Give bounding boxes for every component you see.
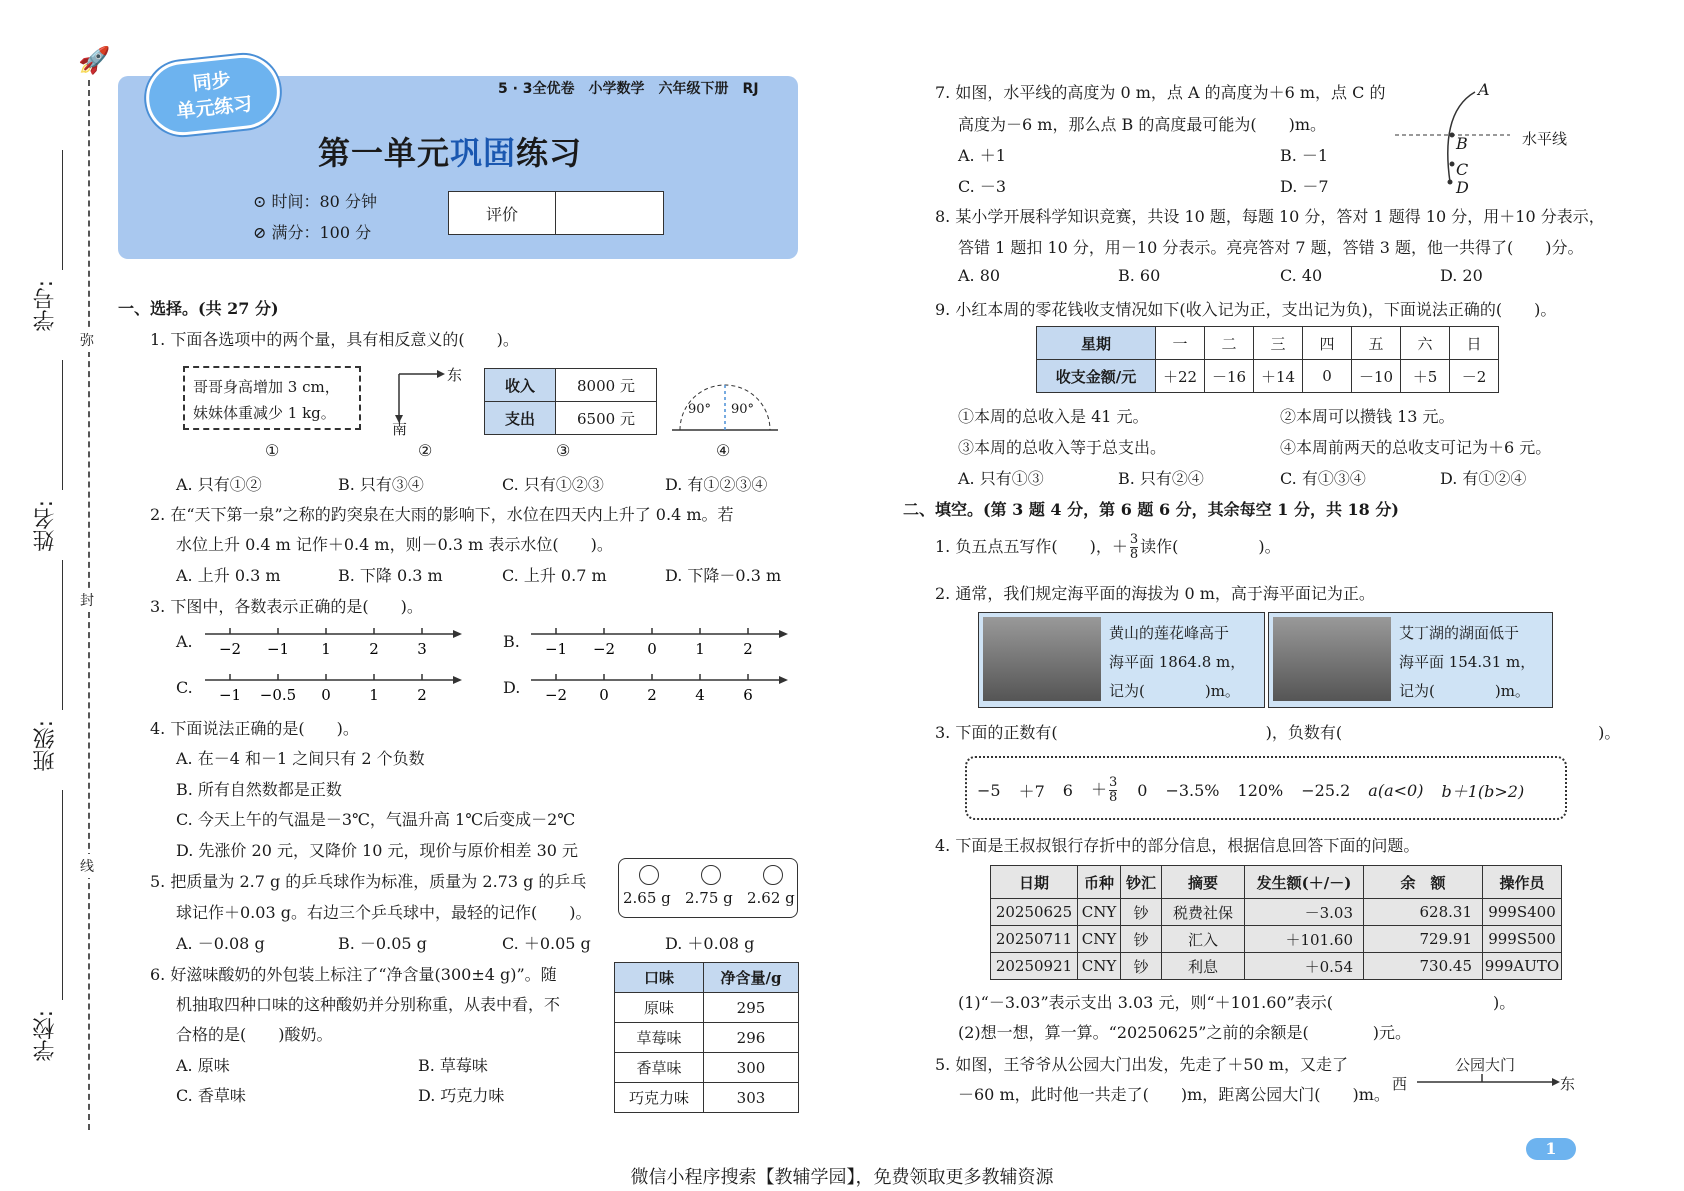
seal-text: 弥 bbox=[80, 328, 94, 352]
score-info: ⊘ 满分：100 分 bbox=[253, 223, 372, 242]
q9-option-c[interactable]: C. 有①③④ bbox=[1280, 469, 1366, 488]
school-label: 学校: bbox=[33, 1010, 58, 1062]
question-7-line2: 高度为－6 m，那么点 B 的高度最可能为( )m。 bbox=[958, 115, 1327, 134]
rocket-icon: 🚀 bbox=[78, 46, 111, 76]
q1-income-table: 收入 8000 元 支出 6500 元 bbox=[484, 368, 657, 435]
q3-option-a[interactable]: A. bbox=[176, 632, 193, 651]
footer-promo: 微信小程序搜索【教辅学园】，免费领取更多教辅资源 bbox=[630, 1167, 1054, 1188]
student-id-label: 学号: bbox=[33, 280, 58, 332]
q5-option-b[interactable]: B. －0.05 g bbox=[338, 934, 427, 953]
question-6-line1: 6. 好滋味酸奶的外包装上标注了“净含量(300±4 g)”。随 bbox=[150, 965, 557, 984]
name-label: 姓名: bbox=[33, 500, 58, 552]
q7-option-c[interactable]: C. －3 bbox=[958, 177, 1007, 196]
q9-statement-2: ②本周可以攒钱 13 元。 bbox=[1280, 407, 1455, 426]
arrow-icon bbox=[779, 630, 788, 638]
q3-option-d[interactable]: D. bbox=[503, 678, 521, 697]
caption-3: ③ bbox=[556, 441, 571, 460]
tick-label: 4 bbox=[695, 686, 705, 704]
west-label: 西 bbox=[1392, 1075, 1408, 1093]
q5-option-c[interactable]: C. ＋0.05 g bbox=[502, 934, 591, 953]
arrow-icon bbox=[779, 676, 788, 684]
arrow-icon bbox=[453, 630, 462, 638]
q8-option-a[interactable]: A. 80 bbox=[958, 266, 1001, 285]
q8-option-c[interactable]: C. 40 bbox=[1280, 266, 1323, 285]
tick-label: 1 bbox=[321, 640, 331, 658]
fill-4-stem: 4. 下面是王叔叔银行存折中的部分信息，根据信息回答下面的问题。 bbox=[935, 836, 1420, 855]
caption-1: ① bbox=[265, 441, 280, 460]
q4-option-c[interactable]: C. 今天上午的气温是－3℃，气温升高 1℃后变成－2℃ bbox=[176, 810, 576, 829]
q2-option-d[interactable]: D. 下降－0.3 m bbox=[665, 566, 782, 585]
q2-option-a[interactable]: A. 上升 0.3 m bbox=[176, 566, 281, 585]
number-line-a bbox=[200, 624, 470, 668]
angle-label: 90° bbox=[731, 402, 755, 417]
question-7-line1: 7. 如图，水平线的高度为 0 m，点 A 的高度为＋6 m，点 C 的 bbox=[935, 83, 1386, 102]
tick-label: 6 bbox=[743, 686, 753, 704]
name-field[interactable] bbox=[62, 360, 63, 490]
q9-statement-4: ④本周前两天的总收支可记为＋6 元。 bbox=[1280, 438, 1552, 457]
point-b-label: B bbox=[1456, 134, 1468, 153]
q1-option-b[interactable]: B. 只有③④ bbox=[338, 475, 424, 494]
tick-label: 3 bbox=[417, 640, 427, 658]
ball-icon bbox=[701, 865, 721, 885]
q9-statement-1: ①本周的总收入是 41 元。 bbox=[958, 407, 1149, 426]
q2-option-b[interactable]: B. 下降 0.3 m bbox=[338, 566, 443, 585]
tick-label: −2 bbox=[592, 640, 616, 658]
q9-statement-3: ③本周的总收入等于总支出。 bbox=[958, 438, 1167, 457]
tick-label: 0 bbox=[321, 686, 331, 704]
time-info: ⊙ 时间：80 分钟 bbox=[253, 192, 377, 211]
tick-label: 2 bbox=[417, 686, 427, 704]
class-label: 班级: bbox=[33, 720, 58, 772]
tick-label: 2 bbox=[647, 686, 657, 704]
east-label: 东 bbox=[1560, 1075, 1576, 1093]
q8-option-b[interactable]: B. 60 bbox=[1118, 266, 1161, 285]
tick-label: −2 bbox=[544, 686, 568, 704]
q7-option-b[interactable]: B. －1 bbox=[1280, 146, 1329, 165]
number-set-box: −5 ＋7 6 ＋ $\frac{3}{8}$ 0 −3.5% 120% −25.2 a(a<0) b＋1(b>2) bbox=[965, 756, 1567, 820]
point-a-label: A bbox=[1478, 80, 1490, 99]
ball-icon bbox=[639, 865, 659, 885]
student-id-field[interactable] bbox=[62, 150, 63, 270]
pocket-money-table: 星期 一 二 三 四 五 六 日 收支金额/元 ＋22 －16 ＋14 0 －10 ＋5 －2 bbox=[1036, 326, 1499, 393]
q6-option-b[interactable]: B. 草莓味 bbox=[418, 1056, 488, 1075]
tick-label: 2 bbox=[743, 640, 753, 658]
q4-option-b[interactable]: B. 所有自然数都是正数 bbox=[176, 780, 342, 799]
class-field[interactable] bbox=[62, 560, 63, 710]
fill-3-stem: 3. 下面的正数有( )，负数有( )。 bbox=[935, 723, 1621, 742]
tick-label: −1 bbox=[544, 640, 568, 658]
question-8-line1: 8. 某小学开展科学知识竞赛，共设 10 题，每题 10 分，答对 1 题得 10 分，用＋10 分表示， bbox=[935, 207, 1605, 226]
q5-option-d[interactable]: D. ＋0.08 g bbox=[665, 934, 755, 953]
question-6-line2: 机抽取四种口味的这种酸奶并分别称重，从表中看，不 bbox=[176, 995, 561, 1014]
tick-label: −0.5 bbox=[259, 686, 297, 704]
south-label: 南 bbox=[392, 420, 408, 438]
q2-option-c[interactable]: C. 上升 0.7 m bbox=[502, 566, 607, 585]
park-gate-label: 公园大门 bbox=[1455, 1056, 1516, 1074]
school-field[interactable] bbox=[62, 790, 63, 1000]
q4-option-a[interactable]: A. 在－4 和－1 之间只有 2 个负数 bbox=[176, 749, 425, 768]
mountain-photo bbox=[983, 617, 1101, 701]
tick-label: −1 bbox=[218, 686, 242, 704]
question-9-stem: 9. 小红本周的零花钱收支情况如下(收入记为正，支出记为负)，下面说法正确的( )。 bbox=[935, 300, 1557, 319]
yogurt-table: 口味 净含量/g 原味 295 草莓味 296 香草味 300 巧克力味 303 bbox=[614, 962, 799, 1113]
question-2-line2: 水位上升 0.4 m 记作＋0.4 m，则－0.3 m 表示水位( )。 bbox=[176, 535, 613, 554]
fill-1: 1. 负五点五写作( )，＋ $\frac{3}{8}$ 读作( )。 bbox=[935, 532, 1281, 562]
section-heading: 二、填空。(第 3 题 4 分，第 6 题 6 分，其余每空 1 分，共 18 分) bbox=[903, 500, 1399, 519]
east-label: 东 bbox=[447, 366, 463, 384]
unit-badge: 同步 单元练习 bbox=[142, 51, 283, 139]
number-line-c bbox=[200, 670, 470, 714]
fill-5-line1: 5. 如图，王爷爷从公园大门出发，先走了＋50 m，又走了 bbox=[935, 1055, 1348, 1074]
section-heading: 一、选择。(共 27 分) bbox=[118, 299, 279, 318]
q9-option-a[interactable]: A. 只有①③ bbox=[958, 469, 1044, 488]
horizontal-line-label: 水平线 bbox=[1522, 130, 1568, 148]
q7-option-d[interactable]: D. －7 bbox=[1280, 177, 1329, 196]
lake-photo bbox=[1273, 617, 1391, 701]
q7-option-a[interactable]: A. ＋1 bbox=[958, 146, 1006, 165]
header-panel bbox=[118, 69, 798, 259]
number-line-b bbox=[526, 624, 796, 668]
angle-label: 90° bbox=[688, 402, 712, 417]
fill-5-line2: －60 m，此时他一共走了( )m，距离公园大门( )m。 bbox=[958, 1085, 1390, 1104]
bankbook-table: 日期 币种 钞汇 摘要 发生额(＋/－) 余 额 操作员 20250625 CNY 钞 税费社保 －3.03 628.31 999S400 20250711 CNY 钞 汇入 ＋101.60 729.91 999S500 20250921 CNY 钞 利息 ＋0.54 730.45 999AUTO bbox=[990, 865, 1562, 980]
q5-option-a[interactable]: A. －0.08 g bbox=[176, 934, 265, 953]
question-6-line3: 合格的是( )酸奶。 bbox=[176, 1025, 333, 1044]
tick-label: 2 bbox=[369, 640, 379, 658]
fill-2-stem: 2. 通常，我们规定海平面的海拔为 0 m，高于海平面记为正。 bbox=[935, 584, 1375, 603]
tick-label: 0 bbox=[647, 640, 657, 658]
question-1-stem: 1. 下面各选项中的两个量，具有相反意义的( )。 bbox=[150, 330, 519, 349]
tick-label: −2 bbox=[218, 640, 242, 658]
q8-option-d[interactable]: D. 20 bbox=[1440, 266, 1483, 285]
q1-option-a[interactable]: A. 只有①② bbox=[176, 475, 262, 494]
point-d-label: D bbox=[1456, 178, 1469, 197]
question-4-stem: 4. 下面说法正确的是( )。 bbox=[150, 719, 359, 738]
fill-4-sub2: (2)想一想，算一算。“20250625”之前的余额是( )元。 bbox=[958, 1023, 1411, 1042]
tick-label: 1 bbox=[369, 686, 379, 704]
q1-angle-diagram bbox=[670, 378, 780, 438]
question-8-line2: 答错 1 题扣 10 分，用－10 分表示。亮亮答对 7 题，答错 3 题，他一共得了( )分。 bbox=[958, 238, 1584, 257]
q1-option-d[interactable]: D. 有①②③④ bbox=[665, 475, 768, 494]
caption-4: ④ bbox=[716, 441, 731, 460]
page-number: 1 bbox=[1526, 1138, 1576, 1160]
arrow-icon bbox=[453, 676, 462, 684]
tick-label: −1 bbox=[266, 640, 290, 658]
series-info: 5 · 3全优卷 小学数学 六年级下册 RJ bbox=[498, 81, 759, 97]
q9-option-b[interactable]: B. 只有②④ bbox=[1118, 469, 1204, 488]
fill-4-sub1: (1)“－3.03”表示支出 3.03 元，则“＋101.60”表示( )。 bbox=[958, 993, 1516, 1012]
huangshan-card: 黄山的莲花峰高于 海平面 1864.8 m， 记为( )m。 bbox=[978, 612, 1265, 708]
aiding-lake-card: 艾丁湖的湖面低于 海平面 154.31 m， 记为( )m。 bbox=[1268, 612, 1553, 708]
q9-option-d[interactable]: D. 有①②④ bbox=[1440, 469, 1527, 488]
seal-text: 线 bbox=[80, 854, 94, 878]
caption-2: ② bbox=[418, 441, 433, 460]
question-3-stem: 3. 下图中，各数表示正确的是( )。 bbox=[150, 597, 423, 616]
question-5-line1: 5. 把质量为 2.7 g 的乒乓球作为标准，质量为 2.73 g 的乒乓 bbox=[150, 872, 587, 891]
evaluation-box[interactable]: 评价 bbox=[448, 191, 664, 235]
ball-icon bbox=[763, 865, 783, 885]
q4-option-d[interactable]: D. 先涨价 20 元，又降价 10 元，现价与原价相差 30 元 bbox=[176, 841, 579, 860]
question-2-line1: 2. 在“天下第一泉”之称的趵突泉在大雨的影响下，水位在四天内上升了 0.4 m。若 bbox=[150, 505, 734, 524]
q6-option-a[interactable]: A. 原味 bbox=[176, 1056, 230, 1075]
q6-option-d[interactable]: D. 巧克力味 bbox=[418, 1086, 505, 1105]
q3-option-b[interactable]: B. bbox=[503, 632, 520, 651]
q6-option-c[interactable]: C. 香草味 bbox=[176, 1086, 246, 1105]
q1-option-box-1: 哥哥身高增加 3 cm， 妹妹体重减少 1 kg。 bbox=[183, 366, 361, 430]
q3-option-c[interactable]: C. bbox=[176, 678, 193, 697]
tick-label: 1 bbox=[695, 640, 705, 658]
page-title: 第一单元巩固练习 bbox=[318, 134, 583, 172]
tick-label: 0 bbox=[599, 686, 609, 704]
point-c-label: C bbox=[1456, 160, 1469, 179]
seal-text: 封 bbox=[80, 588, 94, 612]
number-line-d bbox=[526, 670, 796, 714]
q1-option-c[interactable]: C. 只有①②③ bbox=[502, 475, 604, 494]
ping-pong-balls-box: 2.65 g 2.75 g 2.62 g bbox=[618, 858, 798, 918]
question-5-line2: 球记作＋0.03 g。右边三个乒乓球中，最轻的记作( )。 bbox=[176, 903, 592, 922]
